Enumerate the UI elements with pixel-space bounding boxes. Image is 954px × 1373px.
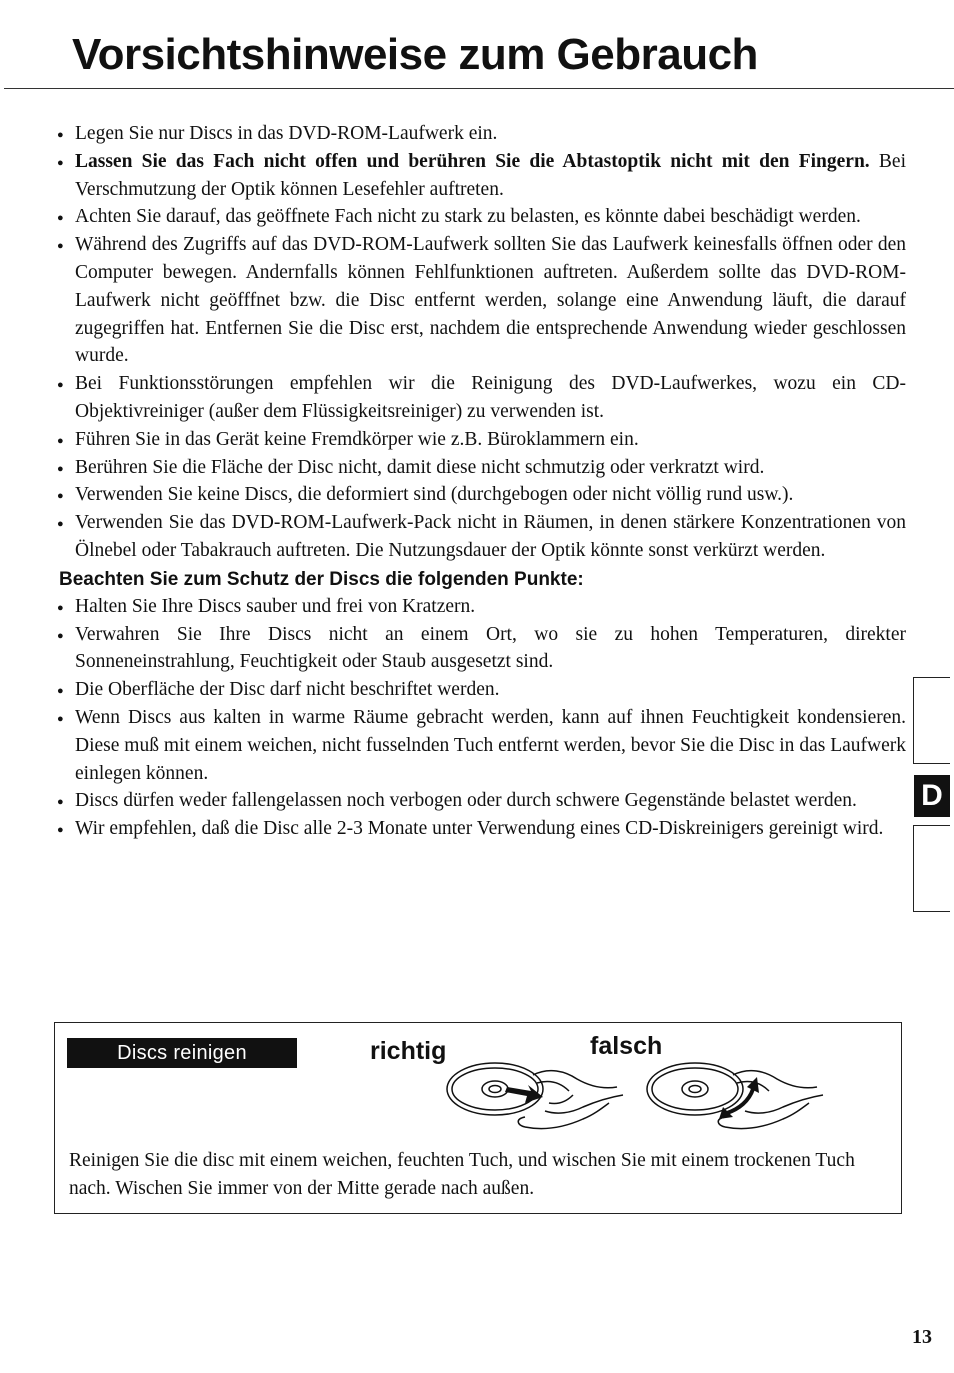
side-tab-bracket-upper [913,677,914,763]
list-item: ● Discs dürfen weder fallengelassen noch verbogen oder durch schwere Gegenstände belastet werden. [54,787,906,815]
list-item: ● Berühren Sie die Fläche der Disc nicht, damit diese nicht schmutzig oder verkratzt wird. [54,454,906,482]
list-item: ● Achten Sie darauf, das geöffnete Fach nicht zu stark zu belasten, es könnte dabei beschädigt werden. [54,203,906,231]
wrong-wiping-illustration [645,1061,835,1143]
side-tab-rule-bottom [913,911,950,912]
disc-cleaning-box [54,1022,902,1214]
list-item: ● Während des Zugriffs auf das DVD-ROM-Laufwerk sollten Sie das Laufwerk keinesfalls öffnen oder den Computer bewegen. Andernfalls können Fehlfunktionen auftreten. Außerdem sollte das DVD-ROM-Laufwerk nicht geöfffnet bzw. die Disc entfernt werden, solange eine Anwendung läuft, die darauf zugegriffen hat. Entfernen Sie die Disc erst, nachdem die entsprechende Anwendung wieder geschlossen wurde. [54,231,906,370]
disc-icon [447,1063,543,1115]
side-tab-rule-top [913,677,950,678]
section-tab-d: D [914,775,950,817]
side-tab-rule-lower [913,825,950,826]
list-item: ● Führen Sie in das Gerät keine Fremdkörper wie z.B. Büroklammern ein. [54,426,906,454]
disc-cleaning-text: Reinigen Sie die disc mit einem weichen, feuchten Tuch, und wischen Sie mit einem trockenen Tuch nach. Wischen Sie immer von der Mitte gerade nach außen. [69,1150,855,1199]
list-item: ● Wenn Discs aus kalten in warme Räume gebracht werden, kann auf ihnen Feuchtigkeit kondensieren. Diese muß mit einem weichen, nicht fusselnden Tuch entfernt werden, bevor Sie die Disc in das Laufwerk einlegen können. [54,704,906,787]
list-item: ● Verwenden Sie keine Discs, die deformiert sind (durchgebogen oder nicht völlig rund usw.). [54,481,906,509]
side-tab-bracket-lower [913,825,914,911]
list-item: ● Wir empfehlen, daß die Disc alle 2-3 Monate unter Verwendung eines CD-Diskreinigers gereinigt wird. [54,815,906,843]
list-item: ● Legen Sie nur Discs in das DVD-ROM-Laufwerk ein. [54,120,906,148]
main-content [54,120,906,843]
page-title: Vorsichtshinweise zum Gebrauch [72,30,758,79]
list-item: ● Verwenden Sie das DVD-ROM-Laufwerk-Pack nicht in Räumen, in denen stärkere Konzentrationen von Ölnebel oder Tabakrauch auftreten. Die Nutzungsdauer der Optik könnte sonst verkürzt werden. [54,509,906,565]
precautions-list [54,120,906,565]
correct-wiping-illustration [445,1061,635,1143]
disc-cleaning-label: Discs reinigen [67,1038,297,1068]
list-item: ● Bei Funktionsstörungen empfehlen wir die Reinigung des DVD-Laufwerkes, wozu ein CD-Objektivreiniger (außer dem Flüssigkeitsreiniger) zu verwenden ist. [54,370,906,426]
list-item: ● Lassen Sie das Fach nicht offen und berühren Sie die Abtastoptik nicht mit den Fingern. Bei Verschmutzung der Optik können Lesefehler auftreten. [54,148,906,204]
side-tab-rule-mid [913,763,950,764]
wrong-label: falsch [590,1032,663,1060]
disc-icon [647,1063,743,1115]
list-item: ● Verwahren Sie Ihre Discs nicht an einem Ort, wo sie zu hohen Temperaturen, direkter Sonneneinstrahlung, Feuchtigkeit oder Staub ausgesetzt sind. [54,621,906,677]
disc-care-list [54,593,906,843]
title-rule [4,88,954,89]
disc-protection-heading: Beachten Sie zum Schutz der Discs die folgenden Punkte: [59,568,584,590]
page-number: 13 [912,1326,932,1348]
correct-label: richtig [370,1037,447,1065]
list-item: ● Halten Sie Ihre Discs sauber und frei von Kratzern. [54,593,906,621]
list-item: ● Die Oberfläche der Disc darf nicht beschriftet werden. [54,676,906,704]
